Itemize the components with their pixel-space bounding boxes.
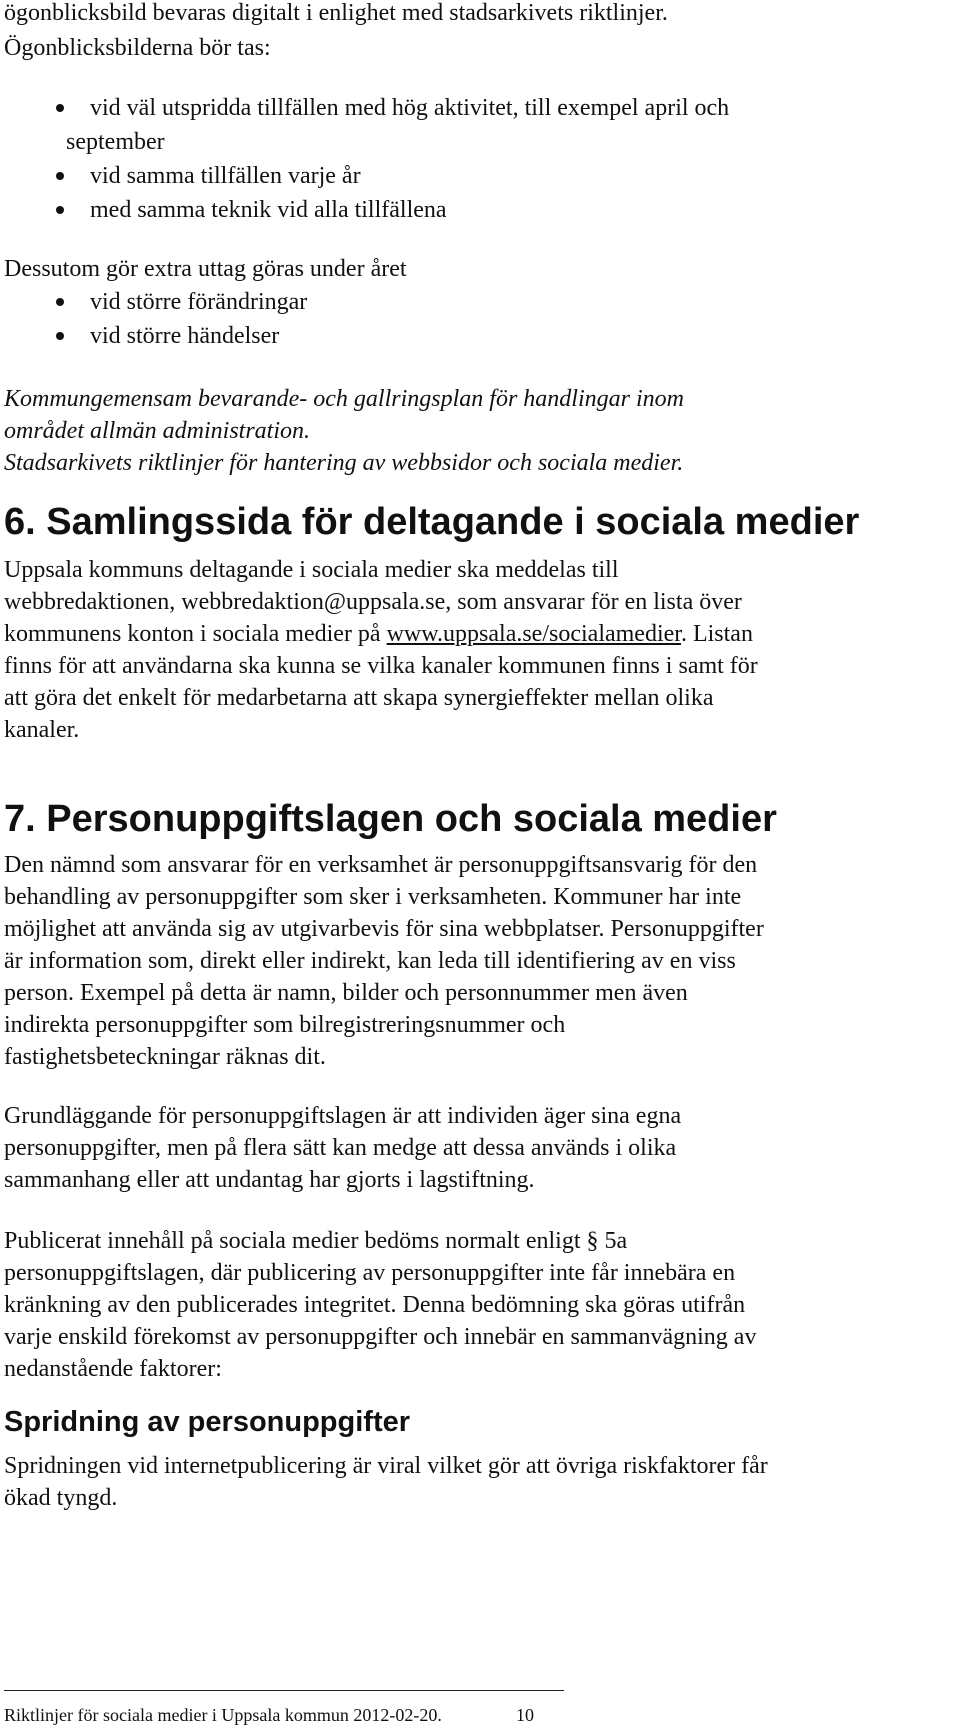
section-7-p2-line: personuppgifter, men på flera sätt kan medge att dessa används i olika [4, 1135, 677, 1161]
section-7-p1-line: är information som, direkt eller indirekt, kan leda till identifiering av en viss [4, 948, 736, 974]
list-item [4, 91, 729, 159]
reference-1-line-2: området allmän administration. [4, 418, 311, 444]
footer-text: Riktlinjer för sociala medier i Uppsala kommun 2012-02-20. [4, 1705, 442, 1725]
subsection-line: ökad tyngd. [4, 1485, 118, 1511]
section-6-line-6: kanaler. [4, 717, 80, 743]
reference-1-line-1: Kommungemensam bevarande- och gallringsplan för handlingar inom [4, 386, 684, 412]
section-7-p2-line: sammanhang eller att undantag har gjorts i lagstiftning. [4, 1167, 535, 1193]
section-6-line-2: webbredaktionen, webbredaktion@uppsala.se, som ansvarar för en lista över [4, 589, 742, 615]
list-item-continuation: september [66, 129, 165, 155]
bullet-icon [56, 206, 64, 214]
intro-line-1: ögonblicksbild bevaras digitalt i enlighet med stadsarkivets riktlinjer. [4, 0, 668, 26]
section-7-p1-line: behandling av personuppgifter som sker i verksamheten. Kommuner har inte [4, 884, 742, 910]
page-number: 10 [516, 1705, 534, 1725]
bullet-icon [56, 298, 64, 306]
intro-line-2: Ögonblicksbilderna bör tas: [4, 35, 271, 61]
bullet-icon [56, 104, 64, 112]
section-6-line-3-text: kommunens konton i sociala medier på [4, 621, 387, 647]
reference-2: Stadsarkivets riktlinjer för hantering av webbsidor och sociala medier. [4, 450, 684, 476]
subsection-title: Spridning av personuppgifter [4, 1406, 411, 1438]
section-7-p1-line: fastighetsbeteckningar räknas dit. [4, 1044, 326, 1070]
list-item [4, 319, 307, 353]
section-6-line-5: att göra det enkelt för medarbetarna att skapa synergieffekter mellan olika [4, 685, 714, 711]
page-footer [4, 1690, 564, 1727]
section-7-title: 7. Personuppgiftslagen och sociala medier [4, 798, 777, 840]
section-6-line-3-tail: . Listan [680, 621, 753, 647]
list-item-text: vid större händelser [90, 323, 280, 349]
list-item-text: vid samma tillfällen varje år [90, 163, 361, 189]
section-7-p1-line: möjlighet att använda sig av utgivarbevis för sina webbplatser. Personuppgifter [4, 916, 764, 942]
section-7-p3-line: kränkning av den publicerades integritet. Denna bedömning ska göras utifrån [4, 1292, 746, 1318]
bullet-icon [56, 332, 64, 340]
section-6-title: 6. Samlingssida för deltagande i sociala medier [4, 501, 860, 543]
section-7-p3-line: varje enskild förekomst av personuppgifter och innebär en sammanvägning av [4, 1324, 757, 1350]
also-heading: Dessutom gör extra uttag göras under året [4, 256, 407, 282]
socialamedier-link[interactable]: www.uppsala.se/socialamedier [386, 621, 681, 647]
section-7-p3-line: nedanstående faktorer: [4, 1356, 222, 1382]
section-7-p1-line: Den nämnd som ansvarar för en verksamhet är personuppgiftsansvarig för den [4, 852, 758, 878]
bullet-icon [56, 172, 64, 180]
section-6-line-4: finns för att användarna ska kunna se vilka kanaler kommunen finns i samt för [4, 653, 758, 679]
list-item-text: vid väl utspridda tillfällen med hög aktivitet, till exempel april och [90, 95, 730, 121]
section-7-p3-line: Publicerat innehåll på sociala medier bedöms normalt enligt § 5a [4, 1228, 628, 1254]
section-6-line-3 [4, 617, 753, 651]
bullet-list-snapshots [4, 91, 729, 227]
section-6-line-1: Uppsala kommuns deltagande i sociala medier ska meddelas till [4, 557, 619, 583]
section-7-p1-line: person. Exempel på detta är namn, bilder och personnummer men även [4, 980, 688, 1006]
section-7-p3-line: personuppgiftslagen, där publicering av personuppgifter inte får innebära en [4, 1260, 736, 1286]
list-item [4, 285, 307, 319]
list-item [4, 159, 729, 193]
list-item-text: vid större förändringar [90, 289, 308, 315]
list-item [4, 193, 729, 227]
subsection-line: Spridningen vid internetpublicering är viral vilket gör att övriga riskfaktorer får [4, 1453, 768, 1479]
list-item-text: med samma teknik vid alla tillfällena [90, 197, 447, 223]
section-7-p1-line: indirekta personuppgifter som bilregistreringsnummer och [4, 1012, 566, 1038]
bullet-list-extra [4, 285, 307, 353]
section-7-p2-line: Grundläggande för personuppgiftslagen är att individen äger sina egna [4, 1103, 682, 1129]
